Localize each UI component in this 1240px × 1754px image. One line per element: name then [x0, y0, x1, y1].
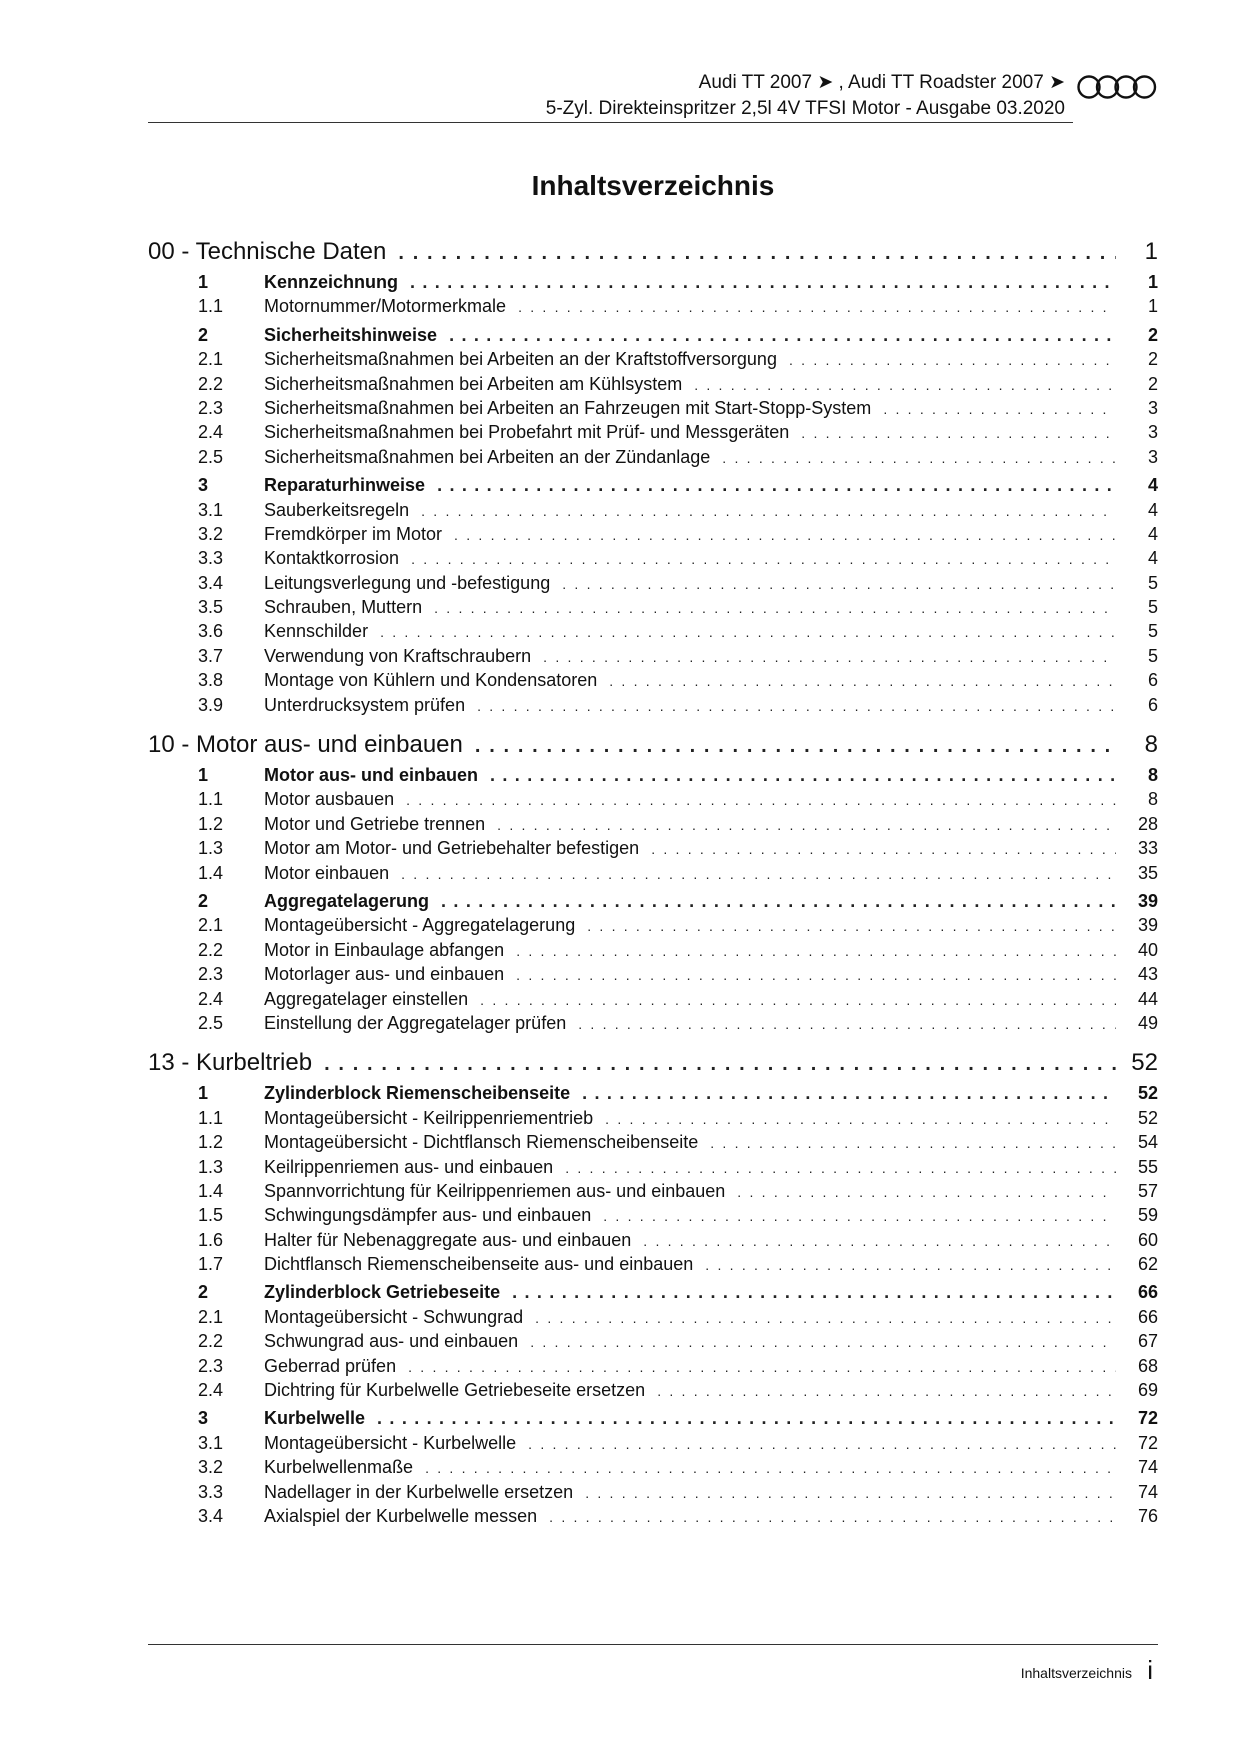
toc-sub-row[interactable]	[148, 1331, 1158, 1355]
toc-dot-leader	[585, 1485, 1116, 1501]
toc-entry-label: Nadellager in der Kurbelwelle ersetzen	[264, 1481, 574, 1502]
toc-entry-label: Sicherheitshinweise	[264, 324, 438, 345]
toc-entry-number: 3.2	[198, 523, 224, 544]
toc-entry-number: 2.5	[198, 446, 224, 467]
toc-entry-page: 2	[1147, 324, 1158, 345]
toc-entry-page: 43	[1137, 964, 1158, 985]
toc-entry-label: Sicherheitsmaßnahmen bei Arbeiten an der Zündanlage	[264, 446, 711, 467]
toc-dot-leader	[722, 450, 1116, 466]
toc-entry-label: Dichtflansch Riemenscheibenseite aus- und einbauen	[264, 1254, 694, 1275]
toc-entry-number: 2.3	[198, 397, 224, 418]
toc-entry-number: 2.4	[198, 422, 224, 443]
toc-dot-leader	[477, 698, 1116, 714]
toc-dot-leader	[449, 325, 1116, 346]
toc-dot-leader	[801, 425, 1116, 441]
toc-entry-number: 3.3	[198, 1481, 224, 1502]
toc-entry-page: 52	[1137, 1107, 1158, 1128]
toc-entry-page: 72	[1137, 1432, 1158, 1453]
toc-entry-number: 2.2	[198, 939, 224, 960]
toc-dot-leader	[609, 673, 1116, 689]
toc-entry-number: 2.3	[198, 964, 224, 985]
toc-entry-label: Spannvorrichtung für Keilrippenriemen aus- und einbauen	[264, 1180, 726, 1201]
toc-entry-number: 1.1	[198, 296, 224, 317]
toc-entry-label: 13 - Kurbeltrieb	[148, 1049, 313, 1077]
toc-entry-label: Sicherheitsmaßnahmen bei Arbeiten an der Kraftstoffversorgung	[264, 349, 777, 370]
toc-entry-label: Aggregatelagerung	[264, 890, 430, 911]
toc-dot-leader	[480, 992, 1116, 1008]
toc-entry-number: 1.6	[198, 1229, 224, 1250]
toc-entry-number: 2.1	[198, 915, 224, 936]
toc-sub-row[interactable]	[148, 422, 1158, 446]
toc-entry-page: 39	[1137, 890, 1158, 911]
toc-sub-row[interactable]	[148, 1230, 1158, 1254]
toc-entry-label: Motor aus- und einbauen	[264, 765, 478, 786]
toc-sub-row[interactable]	[148, 1013, 1158, 1037]
toc-sub-row[interactable]	[148, 1205, 1158, 1229]
toc-entry-label: Montageübersicht - Aggregatelagerung	[264, 915, 576, 936]
toc-dot-leader	[518, 299, 1116, 315]
toc-entry-page: 4	[1147, 499, 1158, 520]
toc-entry-label: Halter für Nebenaggregate aus- und einbauen	[264, 1229, 632, 1250]
footer-page-number: i	[1147, 1655, 1153, 1685]
toc-dot-leader	[497, 817, 1116, 833]
toc-entry-label: Montageübersicht - Keilrippenriementrieb	[264, 1107, 594, 1128]
toc-entry-page: 67	[1137, 1331, 1158, 1352]
toc-entry-label: Kurbelwellenmaße	[264, 1457, 414, 1478]
toc-entry-number: 1.7	[198, 1254, 224, 1275]
audi-rings-logo-icon	[1076, 74, 1158, 100]
header-divider	[148, 122, 1073, 123]
toc-entry-page: 49	[1137, 1012, 1158, 1033]
toc-dot-leader	[398, 242, 1116, 265]
toc-entry-label: Zylinderblock Riemenscheibenseite	[264, 1083, 571, 1104]
toc-dot-leader	[437, 475, 1116, 496]
toc-sub-row[interactable]	[148, 296, 1158, 320]
toc-entry-page: 62	[1137, 1254, 1158, 1275]
toc-entry-number: 1.3	[198, 1156, 224, 1177]
toc-entry-number: 2	[198, 324, 209, 345]
toc-entry-number: 2.2	[198, 1331, 224, 1352]
toc-dot-leader	[441, 891, 1116, 912]
toc-entry-number: 1	[198, 765, 209, 786]
toc-sub-row[interactable]	[148, 1157, 1158, 1181]
toc-sub-row[interactable]	[148, 863, 1158, 887]
toc-entry-number: 3	[198, 475, 209, 496]
toc-chapter-row[interactable]	[148, 238, 1158, 268]
toc-sub-row[interactable]	[148, 500, 1158, 524]
toc-entry-label: 00 - Technische Daten	[148, 238, 387, 265]
toc-entry-label: Kennschilder	[264, 621, 369, 642]
toc-entry-page: 44	[1137, 988, 1158, 1009]
toc-entry-label: Motor ausbauen	[264, 789, 395, 810]
toc-dot-leader	[651, 841, 1116, 857]
toc-sub-row[interactable]	[148, 789, 1158, 813]
toc-section-row[interactable]	[148, 475, 1158, 499]
toc-entry-page: 69	[1137, 1380, 1158, 1401]
toc-sub-row[interactable]	[148, 1380, 1158, 1404]
toc-sub-row[interactable]	[148, 1457, 1158, 1481]
toc-section-row[interactable]	[148, 1408, 1158, 1432]
toc-entry-number: 3	[198, 1408, 209, 1429]
toc-entry-page: 74	[1137, 1457, 1158, 1478]
toc-entry-page: 66	[1137, 1282, 1158, 1303]
toc-entry-page: 2	[1147, 349, 1158, 370]
toc-entry-number: 2.1	[198, 349, 224, 370]
toc-entry-number: 2.2	[198, 373, 224, 394]
toc-entry-label: Kontaktkorrosion	[264, 548, 400, 569]
toc-dot-leader	[401, 866, 1116, 882]
toc-sub-row[interactable]	[148, 1307, 1158, 1331]
toc-entry-label: Montageübersicht - Dichtflansch Riemenscheibenseite	[264, 1132, 699, 1153]
toc-sub-row[interactable]	[148, 646, 1158, 670]
toc-entry-page: 76	[1137, 1505, 1158, 1526]
toc-entry-page: 3	[1147, 446, 1158, 467]
toc-dot-leader	[512, 1282, 1116, 1303]
toc-entry-label: Schwungrad aus- und einbauen	[264, 1331, 519, 1352]
toc-entry-number: 1.1	[198, 1107, 224, 1128]
toc-entry-number: 3.1	[198, 1432, 224, 1453]
toc-entry-number: 1	[198, 1083, 209, 1104]
toc-section-row[interactable]	[148, 891, 1158, 915]
toc-entry-page: 40	[1137, 939, 1158, 960]
toc-entry-label: Aggregatelager einstellen	[264, 988, 469, 1009]
toc-entry-number: 3.5	[198, 597, 224, 618]
toc-entry-label: Zylinderblock Getriebeseite	[264, 1282, 501, 1303]
toc-entry-label: Sicherheitsmaßnahmen bei Arbeiten an Fahrzeugen mit Start-Stopp-System	[264, 397, 872, 418]
toc-entry-label: Sauberkeitsregeln	[264, 499, 410, 520]
toc-entry-label: Montageübersicht - Schwungrad	[264, 1306, 524, 1327]
toc-entry-page: 52	[1131, 1049, 1158, 1077]
toc-sub-row[interactable]	[148, 524, 1158, 548]
toc-entry-label: Schwingungsdämpfer aus- und einbauen	[264, 1205, 592, 1226]
toc-entry-page: 6	[1147, 694, 1158, 715]
toc-sub-row[interactable]	[148, 838, 1158, 862]
toc-sub-row[interactable]	[148, 915, 1158, 939]
toc-dot-leader	[605, 1111, 1116, 1127]
toc-entry-number: 3.6	[198, 621, 224, 642]
toc-entry-number: 3.9	[198, 694, 224, 715]
toc-entry-number: 3.4	[198, 1505, 224, 1526]
toc-entry-page: 59	[1137, 1205, 1158, 1226]
toc-dot-leader	[528, 1436, 1116, 1452]
toc-entry-page: 68	[1137, 1355, 1158, 1376]
toc-sub-row[interactable]	[148, 1132, 1158, 1156]
toc-entry-label: Motor einbauen	[264, 862, 390, 883]
toc-entry-label: Reparaturhinweise	[264, 475, 426, 496]
toc-entry-label: Motor in Einbaulage abfangen	[264, 939, 505, 960]
toc-entry-page: 4	[1147, 548, 1158, 569]
toc-dot-leader	[587, 918, 1116, 934]
toc-entry-page: 1	[1147, 296, 1158, 317]
toc-entry-page: 2	[1147, 373, 1158, 394]
toc-entry-number: 3.2	[198, 1457, 224, 1478]
toc-entry-label: Einstellung der Aggregatelager prüfen	[264, 1012, 567, 1033]
toc-entry-number: 2.1	[198, 1306, 224, 1327]
toc-entry-page: 1	[1144, 238, 1158, 265]
footer-label: Inhaltsverzeichnis	[1020, 1665, 1132, 1681]
toc-entry-page: 5	[1147, 645, 1158, 666]
toc-entry-page: 8	[1147, 765, 1158, 786]
toc-dot-leader	[643, 1233, 1116, 1249]
toc-entry-page: 74	[1137, 1481, 1158, 1502]
toc-dot-leader	[411, 551, 1116, 567]
toc-entry-number: 1.5	[198, 1205, 224, 1226]
toc-entry-page: 57	[1137, 1180, 1158, 1201]
toc-entry-number: 1.2	[198, 813, 224, 834]
toc-entry-number: 3.1	[198, 499, 224, 520]
toc-dot-leader	[582, 1083, 1116, 1104]
toc-section-row[interactable]	[148, 325, 1158, 349]
toc-entry-number: 1.4	[198, 1180, 224, 1201]
toc-sub-row[interactable]	[148, 964, 1158, 988]
toc-dot-leader	[549, 1509, 1116, 1525]
toc-dot-leader	[377, 1408, 1116, 1429]
toc-dot-leader	[380, 624, 1116, 640]
toc-dot-leader	[490, 765, 1116, 786]
toc-entry-page: 72	[1137, 1408, 1158, 1429]
toc-entry-label: Motorlager aus- und einbauen	[264, 964, 505, 985]
toc-entry-page: 5	[1147, 621, 1158, 642]
toc-dot-leader	[454, 527, 1116, 543]
toc-sub-row[interactable]	[148, 940, 1158, 964]
toc-entry-label: Sicherheitsmaßnahmen bei Arbeiten am Kühlsystem	[264, 373, 683, 394]
header-engine-line: 5-Zyl. Direkteinspritzer 2,5l 4V TFSI Motor - Ausgabe 03.2020	[545, 98, 1065, 119]
toc-sub-row[interactable]	[148, 670, 1158, 694]
toc-dot-leader	[705, 1257, 1116, 1273]
toc-dot-leader	[425, 1460, 1116, 1476]
toc-entry-number: 2.4	[198, 988, 224, 1009]
toc-section-row[interactable]	[148, 765, 1158, 789]
toc-entry-page: 3	[1147, 422, 1158, 443]
toc-entry-number: 1.2	[198, 1132, 224, 1153]
toc-entry-page: 1	[1147, 272, 1158, 292]
toc-dot-leader	[475, 735, 1116, 758]
toc-entry-page: 4	[1147, 523, 1158, 544]
toc-entry-label: Motor und Getriebe trennen	[264, 813, 486, 834]
toc-entry-label: Schrauben, Muttern	[264, 597, 423, 618]
toc-entry-label: Sicherheitsmaßnahmen bei Probefahrt mit Prüf- und Messgeräten	[264, 422, 790, 443]
toc-entry-page: 33	[1137, 838, 1158, 859]
toc-entry-number: 3.7	[198, 645, 224, 666]
toc-section-row[interactable]	[148, 1083, 1158, 1107]
toc-entry-label: Fremdkörper im Motor	[264, 523, 443, 544]
toc-dot-leader	[789, 352, 1116, 368]
toc-sub-row[interactable]	[148, 1254, 1158, 1278]
toc-sub-row[interactable]	[148, 1181, 1158, 1205]
toc-entry-number: 1.3	[198, 838, 224, 859]
toc-entry-page: 35	[1137, 862, 1158, 883]
toc-entry-label: Kennzeichnung	[264, 272, 398, 292]
toc-chapter-row[interactable]	[148, 731, 1158, 761]
toc-entry-number: 2	[198, 890, 209, 911]
toc-dot-leader	[410, 272, 1116, 293]
toc-sub-row[interactable]	[148, 447, 1158, 471]
toc-sub-row[interactable]	[148, 398, 1158, 422]
toc-entry-number: 2.3	[198, 1355, 224, 1376]
toc-entry-label: Dichtring für Kurbelwelle Getriebeseite ersetzen	[264, 1380, 646, 1401]
toc-sub-row[interactable]	[148, 621, 1158, 645]
toc-dot-leader	[710, 1135, 1116, 1151]
toc-entry-label: Unterdrucksystem prüfen	[264, 694, 466, 715]
toc-entry-number: 1	[198, 272, 209, 292]
toc-dot-leader	[421, 503, 1116, 519]
toc-dot-leader	[530, 1334, 1116, 1350]
toc-dot-leader	[737, 1184, 1116, 1200]
toc-entry-label: Leitungsverlegung und -befestigung	[264, 572, 551, 593]
footer-divider	[148, 1644, 1158, 1645]
toc-sub-row[interactable]	[148, 1506, 1158, 1530]
toc-entry-page: 8	[1147, 789, 1158, 810]
header-vehicle-line: Audi TT 2007 ➤ , Audi TT Roadster 2007 ➤	[698, 72, 1065, 93]
toc-entry-number: 1.1	[198, 789, 224, 810]
toc-dot-leader	[408, 1359, 1116, 1375]
toc-sub-row[interactable]	[148, 1482, 1158, 1506]
toc-dot-leader	[535, 1310, 1116, 1326]
toc-sub-row[interactable]	[148, 814, 1158, 838]
toc-entry-number: 1.4	[198, 862, 224, 883]
toc-entry-label: Montage von Kühlern und Kondensatoren	[264, 670, 598, 691]
toc-entry-page: 52	[1137, 1083, 1158, 1104]
toc-entry-number: 3.4	[198, 572, 224, 593]
toc-section-row[interactable]	[148, 272, 1158, 296]
toc-sub-row[interactable]	[148, 989, 1158, 1013]
toc-entry-page: 6	[1147, 670, 1158, 691]
toc-entry-number: 3.8	[198, 670, 224, 691]
toc-sub-row[interactable]	[148, 349, 1158, 373]
toc-entry-page: 60	[1137, 1229, 1158, 1250]
toc-dot-leader	[657, 1383, 1116, 1399]
toc-entry-page: 55	[1137, 1156, 1158, 1177]
page-title: Inhaltsverzeichnis	[531, 170, 775, 201]
toc-entry-page: 54	[1137, 1132, 1158, 1153]
toc-entry-page: 4	[1147, 475, 1158, 496]
toc-dot-leader	[324, 1053, 1116, 1076]
toc-section-row[interactable]	[148, 1282, 1158, 1306]
toc-sub-row[interactable]	[148, 695, 1158, 719]
toc-dot-leader	[516, 967, 1116, 983]
toc-sub-row[interactable]	[148, 374, 1158, 398]
toc-entry-page: 66	[1137, 1306, 1158, 1327]
toc-sub-row[interactable]	[148, 597, 1158, 621]
toc-entry-page: 3	[1147, 397, 1158, 418]
toc-sub-row[interactable]	[148, 1108, 1158, 1132]
toc-sub-row[interactable]	[148, 573, 1158, 597]
toc-dot-leader	[562, 576, 1116, 592]
toc-entry-number: 3.3	[198, 548, 224, 569]
toc-entry-number: 2.4	[198, 1380, 224, 1401]
toc-sub-row[interactable]	[148, 1433, 1158, 1457]
toc-dot-leader	[603, 1208, 1116, 1224]
toc-dot-leader	[578, 1016, 1116, 1032]
toc-entry-label: Verwendung von Kraftschraubern	[264, 645, 532, 666]
toc-entry-number: 2.5	[198, 1012, 224, 1033]
toc-dot-leader	[406, 792, 1116, 808]
toc-entry-label: Kurbelwelle	[264, 1408, 366, 1429]
toc-dot-leader	[543, 649, 1116, 665]
toc-entry-page: 39	[1137, 915, 1158, 936]
toc-dot-leader	[694, 377, 1116, 393]
toc-sub-row[interactable]	[148, 548, 1158, 572]
toc-entry-label: 10 - Motor aus- und einbauen	[148, 731, 463, 759]
toc-entry-label: Motor am Motor- und Getriebehalter befestigen	[264, 838, 640, 859]
toc-entry-label: Keilrippenriemen aus- und einbauen	[264, 1156, 554, 1177]
toc-dot-leader	[434, 600, 1116, 616]
toc-dot-leader	[565, 1160, 1116, 1176]
toc-entry-number: 2	[198, 1282, 209, 1303]
toc-entry-page: 28	[1137, 813, 1158, 834]
toc-sub-row[interactable]	[148, 1356, 1158, 1380]
toc-chapter-row[interactable]	[148, 1049, 1158, 1079]
toc-entry-page: 5	[1147, 597, 1158, 618]
toc-entry-label: Motornummer/Motormerkmale	[264, 296, 507, 317]
toc-entry-label: Axialspiel der Kurbelwelle messen	[264, 1505, 538, 1526]
toc-entry-label: Montageübersicht - Kurbelwelle	[264, 1432, 517, 1453]
toc-entry-page: 5	[1147, 572, 1158, 593]
toc-entry-label: Geberrad prüfen	[264, 1355, 397, 1376]
toc-dot-leader	[516, 943, 1116, 959]
toc-entry-page: 8	[1144, 731, 1158, 759]
table-of-contents	[148, 238, 1158, 1530]
toc-dot-leader	[883, 401, 1116, 417]
